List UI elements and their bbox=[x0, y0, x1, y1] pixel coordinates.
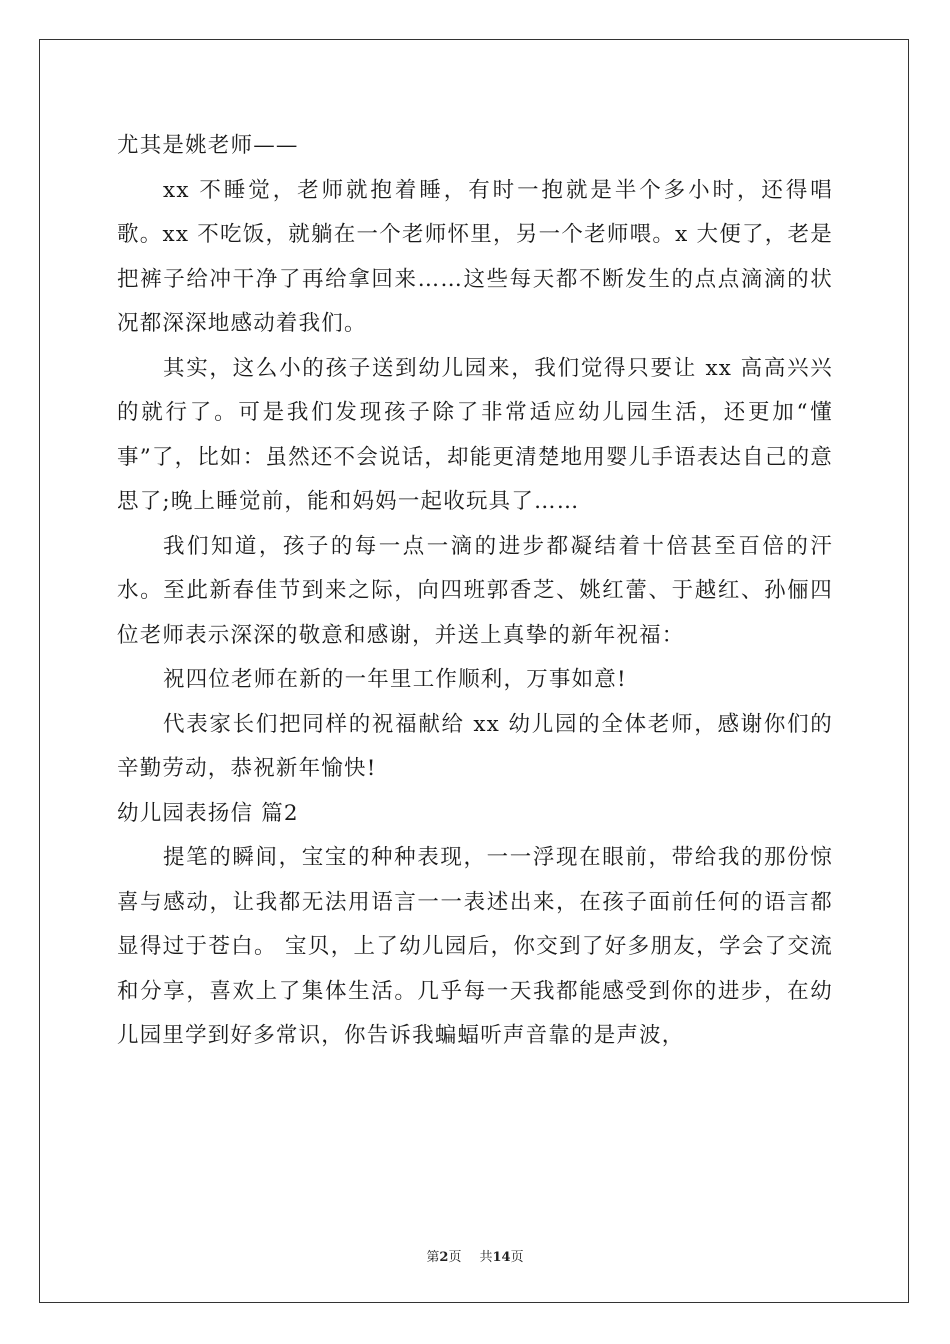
page-prefix: 第 bbox=[426, 1250, 440, 1265]
paragraph: 祝四位老师在新的一年里工作顺利，万事如意! bbox=[163, 667, 627, 692]
paragraph: 代表家长们把同样的祝福献给 xx 幼儿园的全体老师，感谢你们的辛勤劳动，恭祝新年愉快! bbox=[117, 711, 833, 781]
total-prefix: 共 bbox=[479, 1250, 493, 1265]
section-heading: 幼儿园表扬信 篇2 bbox=[117, 800, 299, 826]
page-suffix: 页 bbox=[448, 1250, 462, 1265]
paragraph: 我们知道，孩子的每一点一滴的进步都凝结着十倍甚至百倍的汗水。至此新春佳节到来之际，向四班郭香芝、姚红蕾、于越红、孙俪四位老师表示深深的敬意和感谢，并送上真挚的新年祝福： bbox=[117, 533, 833, 648]
paragraph: xx 不睡觉，老师就抱着睡，有时一抱就是半个多小时，还得唱歌。xx 不吃饭，就躺在一个老师怀里，另一个老师喂。x 大便了，老是把裤子给冲干净了再给拿回来……这些每天都不断发生的点点滴滴的状况都深深地感动着我们。 bbox=[117, 177, 833, 336]
document-body bbox=[117, 124, 833, 1059]
total-suffix: 页 bbox=[510, 1250, 524, 1265]
paragraph: 其实，这么小的孩子送到幼儿园来，我们觉得只要让 xx 高高兴兴的就行了。可是我们发现孩子除了非常适应幼儿园生活，还更加“懂事”了，比如：虽然还不会说话，却能更清楚地用婴儿手语表达自己的意思了;晚上睡觉前，能和妈妈一起收玩具了…… bbox=[117, 355, 833, 514]
total-page-number: 14 bbox=[492, 1250, 511, 1265]
page-footer bbox=[0, 1246, 950, 1265]
paragraph: 尤其是姚老师—— bbox=[117, 133, 299, 158]
paragraph: 提笔的瞬间，宝宝的种种表现，一一浮现在眼前，带给我的那份惊喜与感动，让我都无法用语言一一表述出来，在孩子面前任何的语言都显得过于苍白。 宝贝，上了幼儿园后，你交到了好多朋友，学会了交流和分享，喜欢上了集体生活。几乎每一天我都能感受到你的进步，在幼儿园里学到好多常识，你告诉我蝙蝠听声音靠的是声波， bbox=[117, 845, 833, 1048]
current-page-number: 2 bbox=[439, 1250, 449, 1265]
